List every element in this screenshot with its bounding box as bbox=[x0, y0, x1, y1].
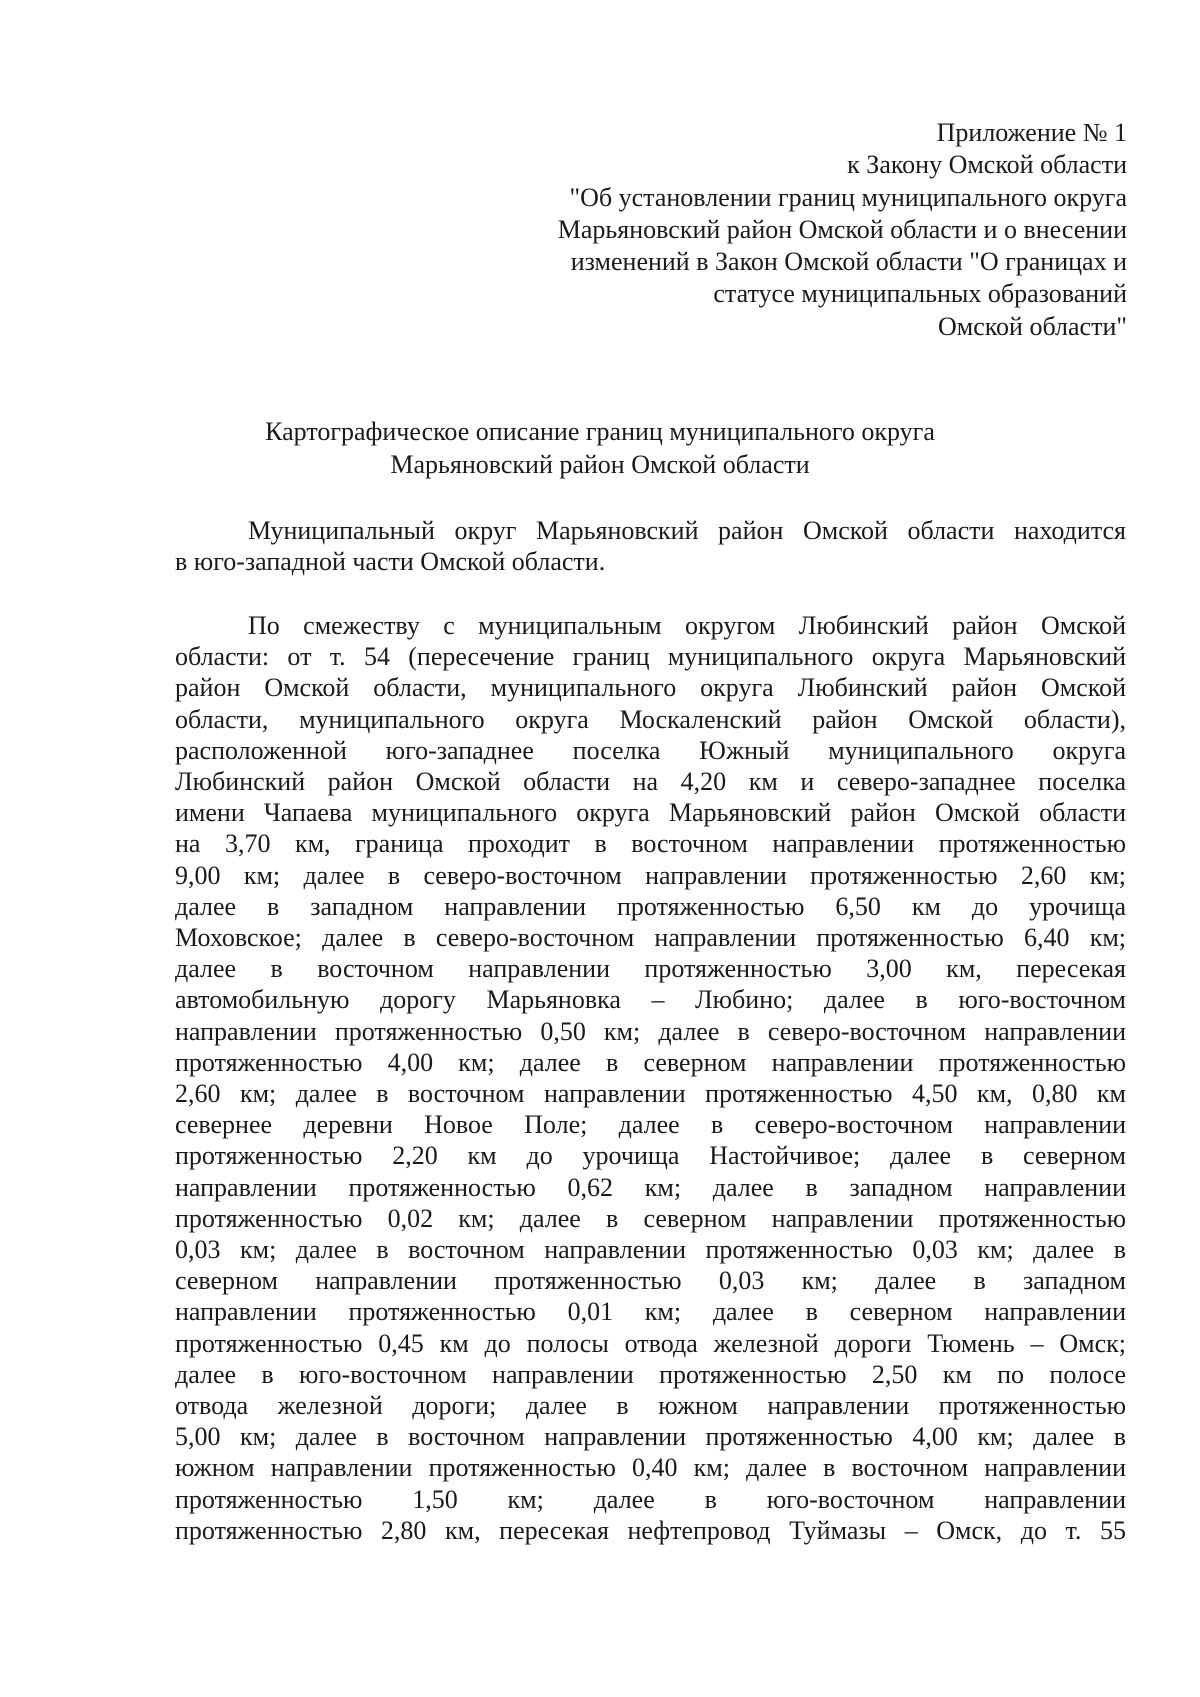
paragraph-line: район Омской области, муниципального округа Любинский район Омской bbox=[175, 673, 1126, 703]
paragraph-line: Любинский район Омской области на 4,20 км и северо-западнее поселка bbox=[175, 767, 1126, 797]
paragraph-line: области: от т. 54 (пересечение границ муниципального округа Марьяновский bbox=[175, 642, 1126, 672]
paragraph-line: протяженностью 2,80 км, пересекая нефтепровод Туймазы – Омск, до т. 55 bbox=[175, 1515, 1126, 1545]
paragraph-line: 9,00 км; далее в северо-восточном направлении протяженностью 2,60 км; bbox=[175, 860, 1126, 890]
paragraph-line: протяженностью 1,50 км; далее в юго-восточном направлении bbox=[175, 1484, 1126, 1514]
annex-header-line: Приложение № 1 bbox=[936, 118, 1127, 147]
intro-paragraph bbox=[175, 515, 1126, 577]
paragraph-line: на 3,70 км, граница проходит в восточном направлении протяженностью bbox=[175, 829, 1126, 859]
paragraph-line: севернее деревни Новое Поле; далее в северо-восточном направлении bbox=[175, 1110, 1126, 1140]
paragraph-line: далее в восточном направлении протяженностью 3,00 км, пересекая bbox=[175, 954, 1126, 984]
annex-header-line: изменений в Закон Омской области "О границах и bbox=[570, 247, 1127, 277]
paragraph-line: имени Чапаева муниципального округа Марьяновский район Омской области bbox=[175, 798, 1126, 828]
paragraph-line: Муниципальный округ Марьяновский район Омской области находится bbox=[248, 516, 1126, 545]
document-title-line: Марьяновский район Омской области bbox=[390, 450, 810, 479]
document-title-line: Картографическое описание границ муниципального округа bbox=[265, 417, 935, 446]
paragraph-line: далее в юго-восточном направлении протяженностью 2,50 км по полосе bbox=[175, 1359, 1126, 1389]
paragraph-line: расположенной юго-западнее поселка Южный муниципального округа bbox=[175, 735, 1126, 765]
paragraph-line: 0,03 км; далее в восточном направлении протяженностью 0,03 км; далее в bbox=[175, 1235, 1126, 1265]
paragraph-line: 2,60 км; далее в восточном направлении протяженностью 4,50 км, 0,80 км bbox=[175, 1079, 1126, 1109]
boundary-description-paragraph bbox=[175, 610, 1126, 1546]
document-title bbox=[150, 415, 1050, 481]
annex-header-line: статусе муниципальных образований bbox=[713, 279, 1127, 309]
paragraph-line: протяженностью 4,00 км; далее в северном направлении протяженностью bbox=[175, 1047, 1126, 1077]
paragraph-line: протяженностью 2,20 км до урочища Настойчивое; далее в северном bbox=[175, 1141, 1126, 1171]
paragraph-line: 5,00 км; далее в восточном направлении протяженностью 4,00 км; далее в bbox=[175, 1422, 1126, 1452]
paragraph-line: области, муниципального округа Москаленский район Омской области), bbox=[175, 704, 1126, 734]
paragraph-line: Моховское; далее в северо-восточном направлении протяженностью 6,40 км; bbox=[175, 923, 1126, 953]
paragraph-line: протяженностью 0,02 км; далее в северном направлении протяженностью bbox=[175, 1203, 1126, 1233]
paragraph-line: в юго-западной части Омской области. bbox=[175, 547, 606, 577]
annex-header bbox=[487, 117, 1127, 343]
paragraph-line: далее в западном направлении протяженностью 6,50 км до урочища bbox=[175, 891, 1126, 921]
paragraph-line: направлении протяженностью 0,01 км; далее в северном направлении bbox=[175, 1297, 1126, 1327]
paragraph-line: южном направлении протяженностью 0,40 км; далее в восточном направлении bbox=[175, 1453, 1126, 1483]
paragraph-line: отвода железной дороги; далее в южном направлении протяженностью bbox=[175, 1391, 1126, 1421]
annex-header-line: "Об установлении границ муниципального округа bbox=[569, 182, 1127, 212]
annex-header-line: Омской области" bbox=[937, 311, 1127, 341]
paragraph-line: направлении протяженностью 0,50 км; далее в северо-восточном направлении bbox=[175, 1016, 1126, 1046]
paragraph-line: автомобильную дорогу Марьяновка – Любино; далее в юго-восточном bbox=[175, 985, 1126, 1015]
paragraph-line: направлении протяженностью 0,62 км; далее в западном направлении bbox=[175, 1172, 1126, 1202]
paragraph-line: По смежеству с муниципальным округом Любинский район Омской bbox=[248, 611, 1126, 640]
annex-header-line: Марьяновский район Омской области и о внесении bbox=[557, 214, 1127, 244]
paragraph-line: северном направлении протяженностью 0,03 км; далее в западном bbox=[175, 1266, 1126, 1296]
annex-header-line: к Закону Омской области bbox=[847, 150, 1127, 180]
paragraph-line: протяженностью 0,45 км до полосы отвода железной дороги Тюмень – Омск; bbox=[175, 1328, 1126, 1358]
